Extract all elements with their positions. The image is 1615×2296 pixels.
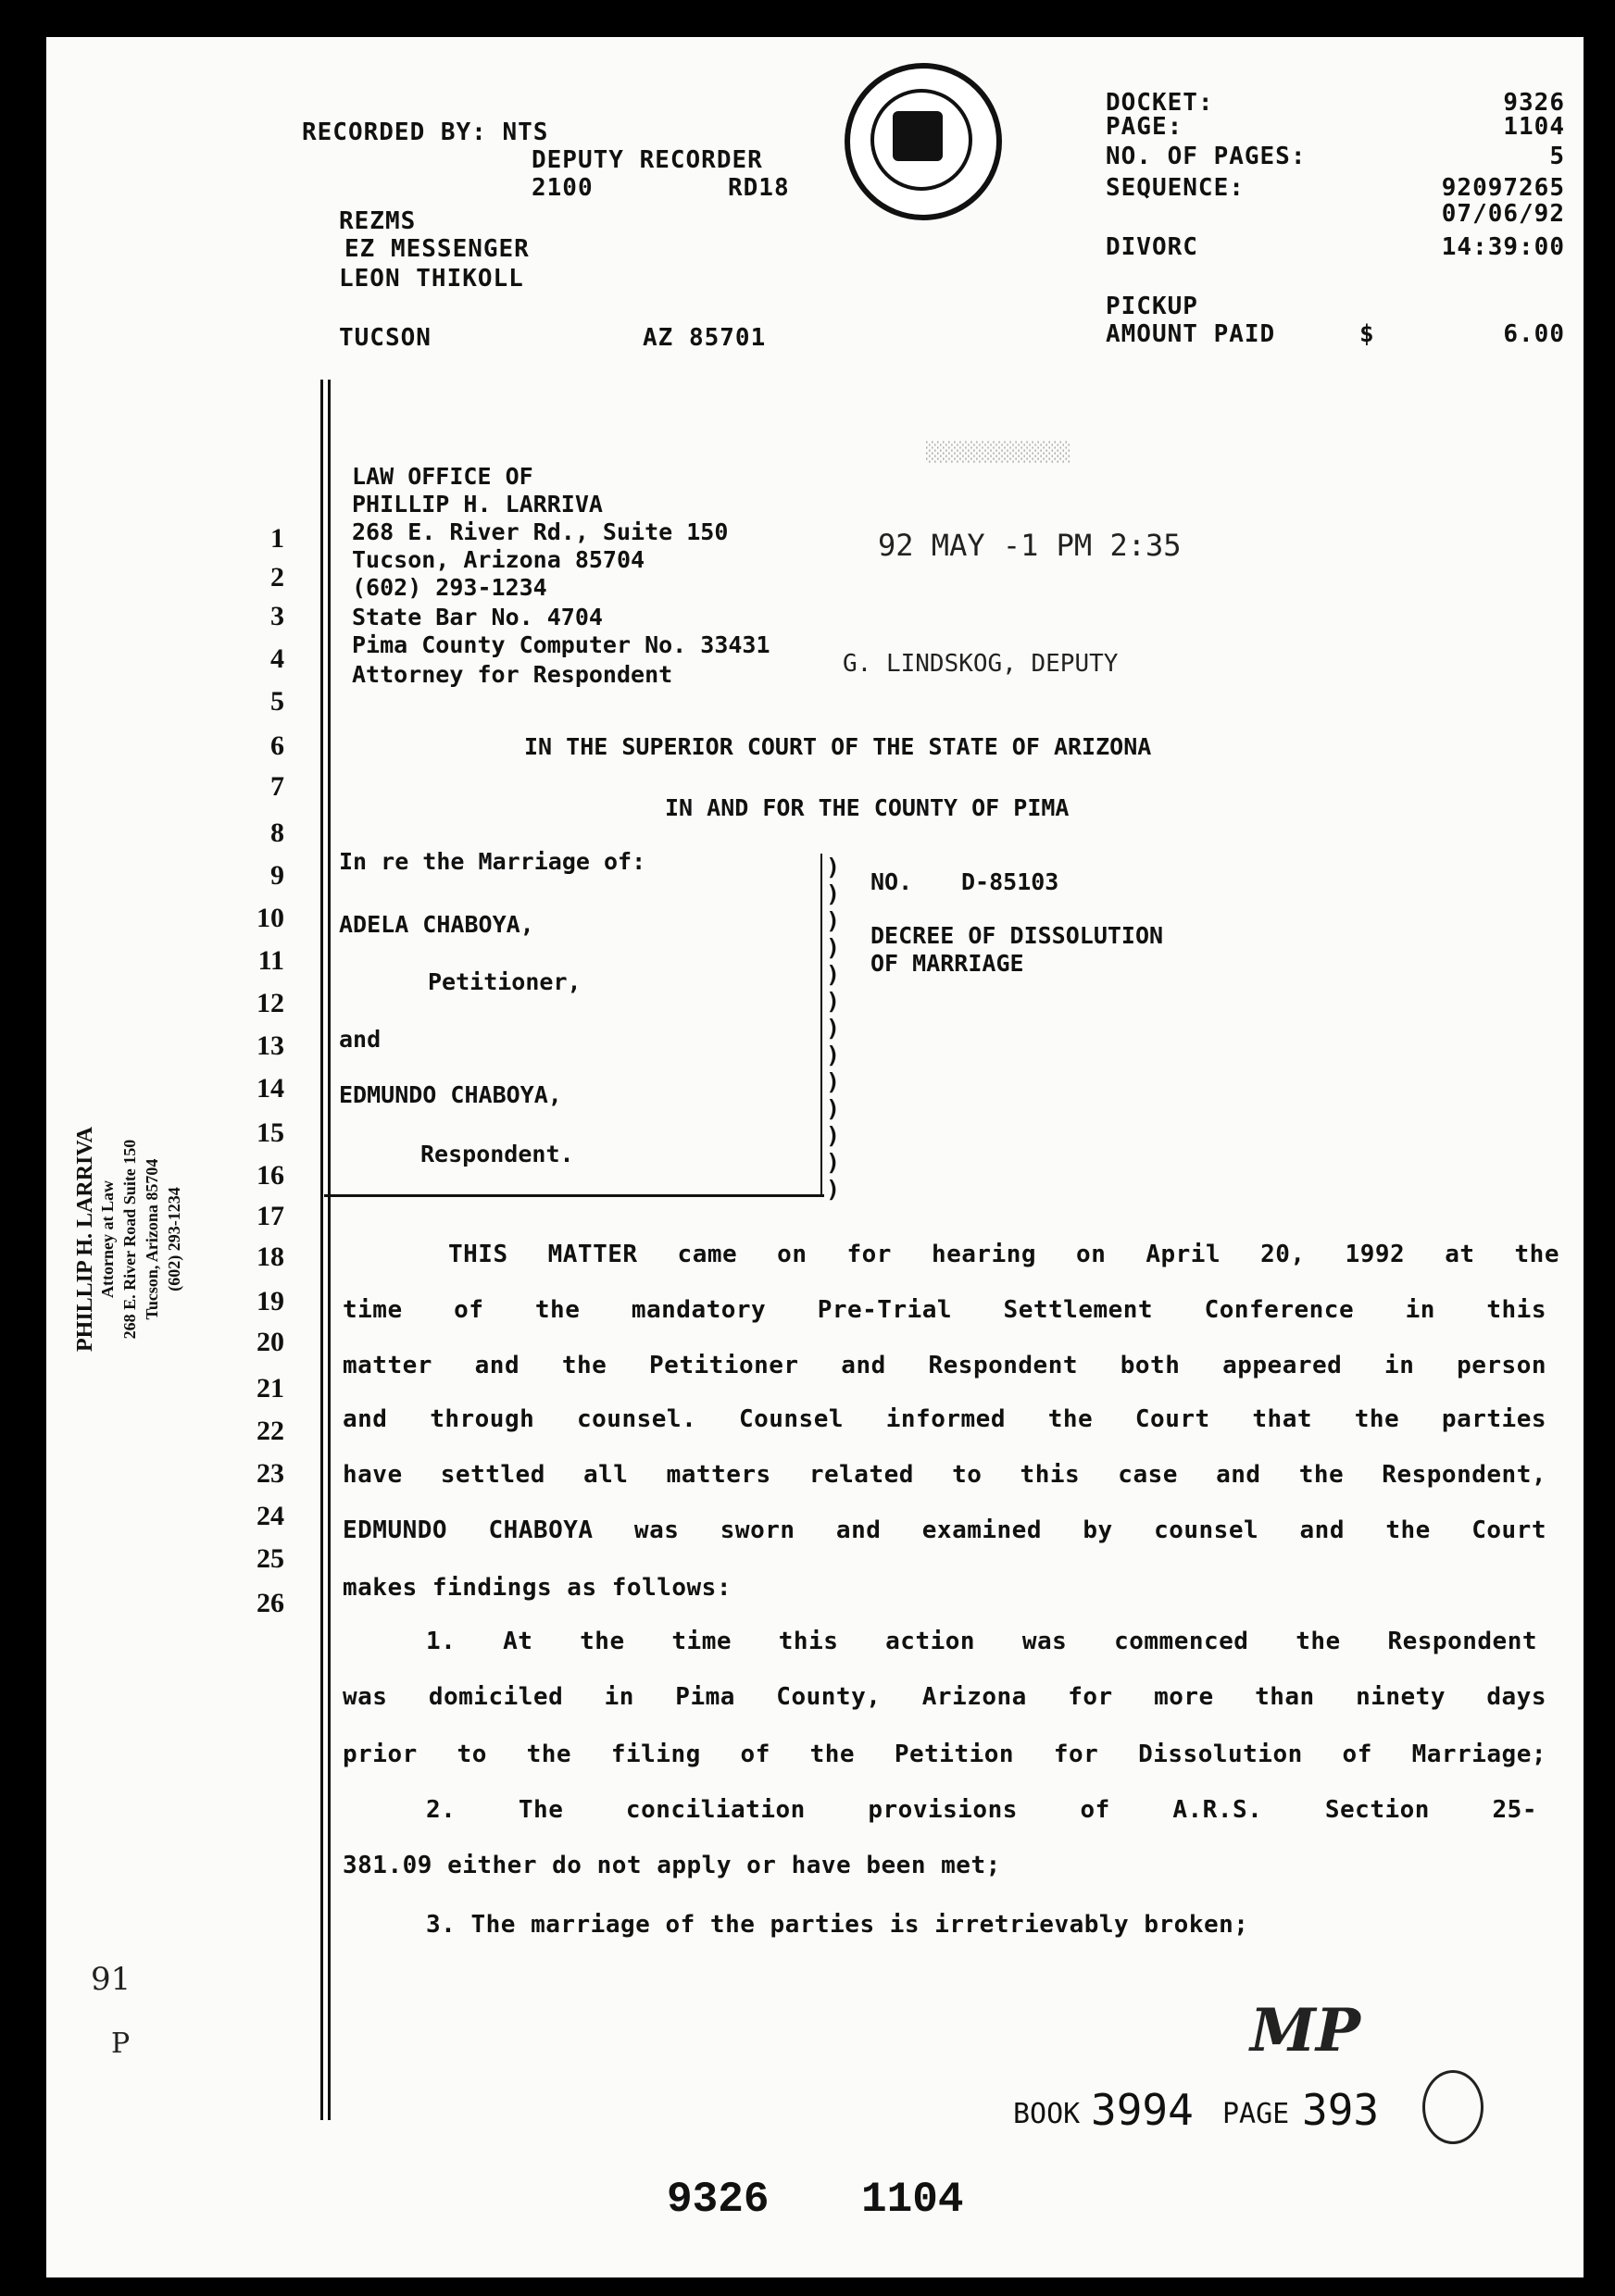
pickup-label: PICKUP [1106, 293, 1198, 320]
filing-stamp-deputy: G. LINDSKOG, DEPUTY [843, 650, 1119, 678]
caption-paren: ) [826, 1042, 841, 1068]
body-line: prior to the filing of the Petition for Dissolution of Marriage; [343, 1741, 1546, 1768]
line-number: 23 [257, 1458, 284, 1489]
page-label: PAGE: [1106, 113, 1183, 141]
side-city: Tucson, Arizona 85704 [143, 1158, 161, 1320]
line-number: 24 [257, 1501, 284, 1531]
line-number: 25 [257, 1543, 284, 1574]
recorder-code-1: 2100 [532, 174, 594, 202]
caption-in-re: In re the Marriage of: [339, 848, 646, 875]
court-name: IN THE SUPERIOR COURT OF THE STATE OF ARIZONA [524, 733, 1152, 760]
line-number: 6 [270, 730, 284, 761]
caption-underline [324, 1194, 824, 1197]
docket-value: 9326 [1503, 89, 1565, 117]
recipient-city: TUCSON [339, 324, 432, 352]
caption-paren: ) [826, 988, 841, 1015]
body-line: makes findings as follows: [343, 1574, 732, 1602]
line-number: 22 [257, 1416, 284, 1446]
body-line: was domiciled in Pima County, Arizona for more than ninety days [343, 1683, 1546, 1711]
pages-label: NO. OF PAGES: [1106, 143, 1307, 170]
body-line: 381.09 either do not apply or have been met; [343, 1852, 1001, 1879]
margin-line-inner [328, 380, 331, 2120]
caption-paren: ) [826, 1149, 841, 1176]
recipient-state-zip: AZ 85701 [643, 324, 767, 352]
recorder-code-2: RD18 [728, 174, 790, 202]
line-number: 12 [257, 988, 284, 1018]
case-number: D-85103 [961, 868, 1059, 895]
body-line: EDMUNDO CHABOYA was sworn and examined by counsel and the Court [343, 1516, 1546, 1544]
amount-label: AMOUNT PAID [1106, 320, 1276, 348]
law-office-city: Tucson, Arizona 85704 [352, 546, 645, 573]
line-number: 4 [270, 643, 284, 674]
book-page-label: PAGE [1222, 2098, 1290, 2130]
body-line: 3. The marriage of the parties is irretrievably broken; [426, 1911, 1249, 1939]
recording-time: 14:39:00 [1441, 233, 1565, 261]
handwritten-initials: MP [1250, 1996, 1360, 2065]
line-number: 9 [270, 860, 284, 891]
respondent-role: Respondent. [420, 1141, 574, 1167]
line-number: 21 [257, 1373, 284, 1404]
body-line: time of the mandatory Pre-Trial Settlement Conference in this [343, 1296, 1546, 1324]
line-number: 15 [257, 1117, 284, 1148]
county-seal [845, 63, 1002, 220]
line-number: 16 [257, 1160, 284, 1191]
line-number: 26 [257, 1588, 284, 1618]
sequence-label: SEQUENCE: [1106, 174, 1245, 202]
line-number: 17 [257, 1201, 284, 1231]
document-title-2: OF MARRIAGE [870, 950, 1024, 977]
deputy-recorder: DEPUTY RECORDER [532, 146, 763, 174]
body-line: matter and the Petitioner and Respondent both appeared in person [343, 1352, 1546, 1379]
messenger: EZ MESSENGER [344, 235, 530, 263]
line-number: 5 [270, 686, 284, 717]
book-label: BOOK [1013, 2098, 1081, 2130]
body-line: have settled all matters related to this case and the Respondent, [343, 1461, 1546, 1489]
side-attorney-title: Attorney at Law [98, 1180, 117, 1299]
body-line: 2. The conciliation provisions of A.R.S. Section 25- [426, 1796, 1537, 1824]
recorded-by: RECORDED BY: NTS [302, 119, 549, 146]
body-line: and through counsel. Counsel informed the Court that the parties [343, 1405, 1546, 1433]
attorney-for: Attorney for Respondent [352, 661, 673, 688]
side-attorney-name: PHILLIP H. LARRIVA [73, 1127, 97, 1352]
line-number: 20 [257, 1327, 284, 1357]
book-page-value: 393 [1302, 2085, 1380, 2135]
line-number: 2 [270, 562, 284, 593]
petitioner-role: Petitioner, [428, 968, 582, 995]
amount-value: 6.00 [1503, 320, 1565, 348]
divorc-label: DIVORC [1106, 233, 1198, 261]
petitioner-name: ADELA CHABOYA, [339, 911, 534, 938]
line-number: 14 [257, 1073, 284, 1104]
currency: $ [1359, 320, 1375, 348]
filing-stamp-faded: ░░░░░░░░░░░░░ [926, 441, 1071, 463]
footer-page: 1104 [861, 2176, 964, 2224]
side-phone: (602) 293-1234 [165, 1187, 183, 1292]
body-line: 1. At the time this action was commenced the Respondent [426, 1628, 1537, 1655]
pages-value: 5 [1549, 143, 1565, 170]
margin-line-outer [320, 380, 323, 2120]
caption-paren: ) [826, 1122, 841, 1149]
docket-label: DOCKET: [1106, 89, 1214, 117]
caption-paren: ) [826, 934, 841, 961]
law-office-name: PHILLIP H. LARRIVA [352, 491, 603, 518]
respondent-name: EDMUNDO CHABOYA, [339, 1081, 562, 1108]
caption-paren: ) [826, 1015, 841, 1042]
handwritten-note-2: P [111, 2028, 131, 2060]
law-office-phone: (602) 293-1234 [352, 574, 547, 601]
caption-paren: ) [826, 1068, 841, 1095]
caption-paren: ) [826, 880, 841, 907]
caption-paren: ) [826, 961, 841, 988]
body-line: THIS MATTER came on for hearing on April 20, 1992 at the [448, 1241, 1559, 1268]
caption-paren: ) [826, 907, 841, 934]
handwritten-note-1: 91 [91, 1961, 131, 1998]
footer-docket: 9326 [667, 2176, 770, 2224]
sequence-value: 92097265 [1441, 174, 1565, 202]
document-title-1: DECREE OF DISSOLUTION [870, 922, 1164, 949]
caption-paren: ) [826, 854, 841, 880]
law-office-line-1: LAW OFFICE OF [352, 463, 533, 490]
caption-paren: ) [826, 1095, 841, 1122]
case-no-label: NO. [870, 868, 913, 895]
page-value: 1104 [1503, 113, 1565, 141]
line-number: 8 [270, 817, 284, 848]
law-office-address: 268 E. River Rd., Suite 150 [352, 518, 729, 545]
recipient-name: LEON THIKOLL [339, 265, 524, 293]
line-number: 1 [270, 523, 284, 554]
document-page [46, 37, 1584, 2277]
caption-and: and [339, 1026, 382, 1053]
side-letterhead [74, 1127, 185, 1352]
line-number: 7 [270, 771, 284, 802]
line-number: 10 [257, 903, 284, 933]
rezms: REZMS [339, 207, 417, 235]
circle-mark [1422, 2070, 1484, 2144]
seal-emblem [893, 111, 943, 161]
line-number: 13 [257, 1030, 284, 1061]
line-number: 3 [270, 601, 284, 631]
line-number: 11 [257, 945, 284, 976]
side-address: 268 E. River Road Suite 150 [120, 1139, 139, 1340]
court-county: IN AND FOR THE COUNTY OF PIMA [665, 794, 1070, 821]
state-bar-no: State Bar No. 4704 [352, 604, 603, 630]
book-value: 3994 [1091, 2085, 1194, 2135]
caption-divider [820, 854, 822, 1194]
line-number: 19 [257, 1286, 284, 1316]
caption-paren: ) [826, 1176, 841, 1203]
line-number: 18 [257, 1242, 284, 1272]
county-computer-no: Pima County Computer No. 33431 [352, 631, 770, 658]
filing-stamp-datetime: 92 MAY -1 PM 2:35 [878, 528, 1182, 563]
recording-date: 07/06/92 [1441, 200, 1565, 228]
